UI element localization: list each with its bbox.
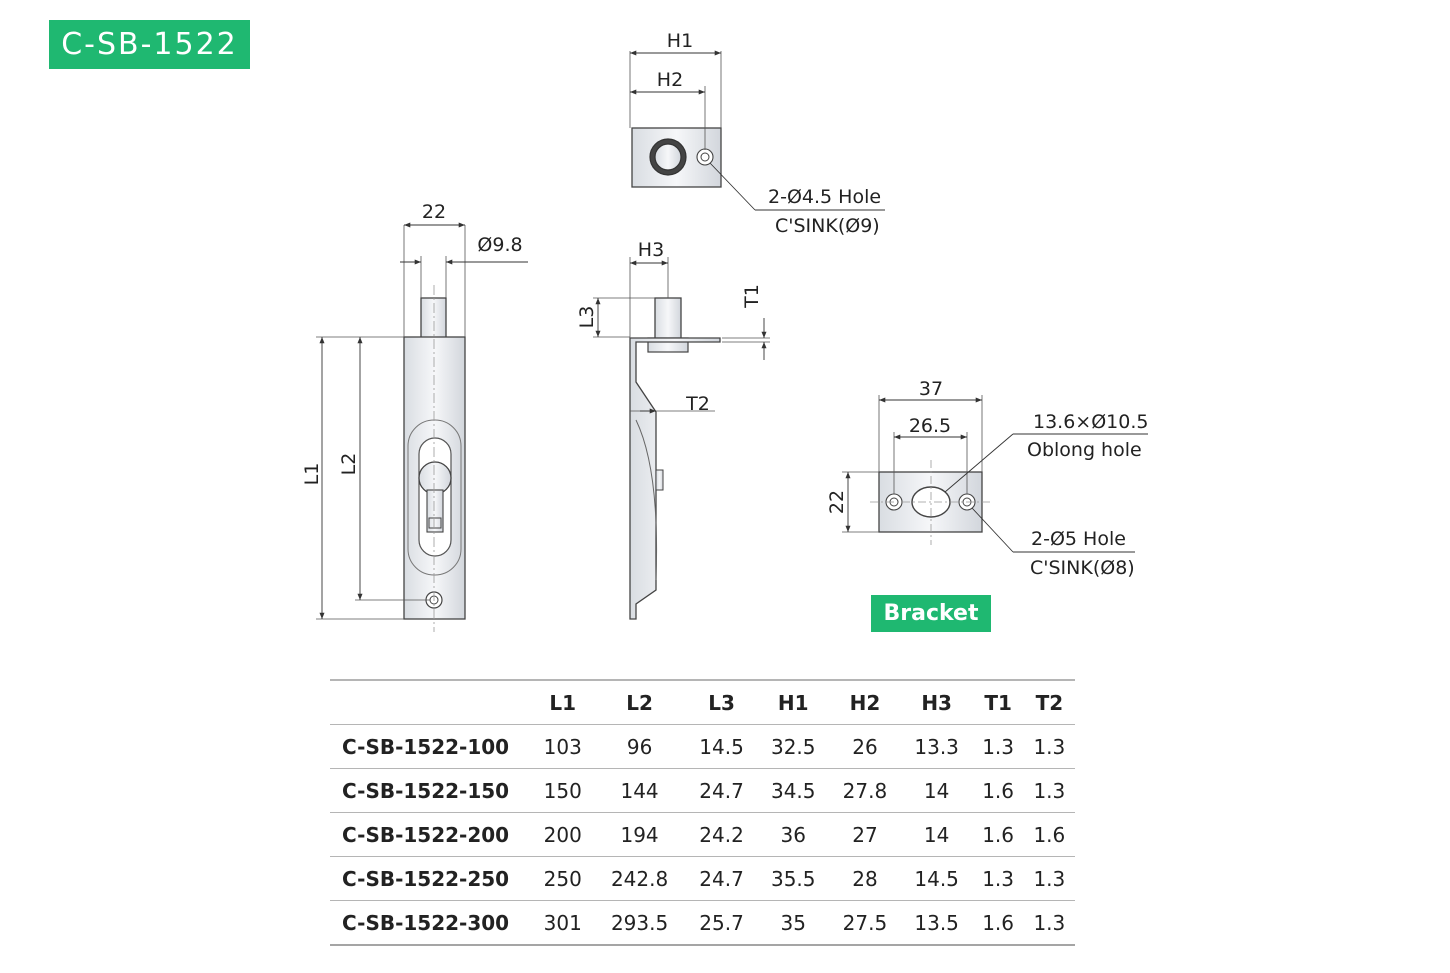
header-cell: T1 — [973, 680, 1024, 725]
product-title-badge: C-SB-1522 — [49, 20, 250, 69]
table-cell: 1.6 — [973, 813, 1024, 857]
bracket-hole-note-2: C'SINK(Ø8) — [1030, 557, 1135, 579]
dim-l1: L1 — [301, 462, 323, 486]
table-cell: 1.3 — [1024, 769, 1075, 813]
table-cell: 194 — [593, 813, 685, 857]
header-cell: H1 — [757, 680, 829, 725]
table-row — [330, 857, 1075, 901]
table-cell: 27.8 — [829, 769, 901, 813]
table-header-row — [330, 680, 1075, 725]
header-cell: H2 — [829, 680, 901, 725]
table-cell: 1.6 — [973, 769, 1024, 813]
table-cell: 1.6 — [1024, 813, 1075, 857]
bracket-label: Bracket — [871, 595, 991, 632]
table-cell: 14.5 — [901, 857, 973, 901]
bolt-knob — [419, 462, 451, 494]
spec-table — [330, 679, 1075, 946]
side-bracket — [630, 338, 720, 619]
table-row — [330, 813, 1075, 857]
header-cell: T2 — [1024, 680, 1075, 725]
table-cell: 144 — [593, 769, 685, 813]
table-cell: 14 — [901, 769, 973, 813]
table-cell: 27.5 — [829, 901, 901, 946]
table-cell: 1.3 — [973, 857, 1024, 901]
table-cell: 1.6 — [973, 901, 1024, 946]
table-row — [330, 725, 1075, 769]
table-cell: 1.3 — [1024, 725, 1075, 769]
dim-l3: L3 — [576, 305, 598, 329]
table-cell: 24.2 — [686, 813, 758, 857]
model-cell: C-SB-1522-250 — [330, 857, 532, 901]
dim-pin-diameter: Ø9.8 — [477, 234, 523, 256]
table-cell: 301 — [532, 901, 593, 946]
bracket-hole-note-1: 2-Ø5 Hole — [1031, 528, 1126, 550]
hole-note-2: C'SINK(Ø9) — [775, 215, 880, 237]
header-cell: H3 — [901, 680, 973, 725]
model-cell: C-SB-1522-100 — [330, 725, 532, 769]
table-cell: 24.7 — [686, 769, 758, 813]
table-cell: 13.3 — [901, 725, 973, 769]
table-row — [330, 769, 1075, 813]
table-cell: 32.5 — [757, 725, 829, 769]
table-cell: 36 — [757, 813, 829, 857]
table-cell: 200 — [532, 813, 593, 857]
dim-l2: L2 — [338, 452, 360, 476]
table-cell: 96 — [593, 725, 685, 769]
dim-width-22: 22 — [421, 201, 447, 223]
table-cell: 27 — [829, 813, 901, 857]
table-cell: 293.5 — [593, 901, 685, 946]
dim-h1: H1 — [666, 30, 694, 52]
table-cell: 242.8 — [593, 857, 685, 901]
table-cell: 13.5 — [901, 901, 973, 946]
table-cell: 250 — [532, 857, 593, 901]
oblong-note-2: Oblong hole — [1027, 439, 1142, 461]
table-cell: 28 — [829, 857, 901, 901]
table-cell: 14 — [901, 813, 973, 857]
dim-t2: T2 — [686, 393, 710, 415]
table-cell: 24.7 — [686, 857, 758, 901]
header-cell — [330, 680, 532, 725]
table-cell: 14.5 — [686, 725, 758, 769]
table-cell: 103 — [532, 725, 593, 769]
side-view — [593, 257, 770, 619]
model-cell: C-SB-1522-200 — [330, 813, 532, 857]
table-row — [330, 901, 1075, 946]
oblong-note-1: 13.6×Ø10.5 — [1033, 411, 1149, 433]
side-pin — [655, 298, 681, 340]
table-cell: 150 — [532, 769, 593, 813]
header-cell: L1 — [532, 680, 593, 725]
bolt-pin — [421, 298, 446, 338]
dim-bracket-37: 37 — [918, 378, 944, 400]
header-cell: L3 — [686, 680, 758, 725]
front-view — [316, 225, 528, 632]
dim-bracket-22: 22 — [826, 489, 848, 515]
table-cell: 34.5 — [757, 769, 829, 813]
dim-bracket-265: 26.5 — [908, 415, 952, 437]
model-cell: C-SB-1522-300 — [330, 901, 532, 946]
table-cell: 35 — [757, 901, 829, 946]
table-cell: 35.5 — [757, 857, 829, 901]
table-cell: 1.3 — [1024, 901, 1075, 946]
table-cell: 26 — [829, 725, 901, 769]
dim-h3: H3 — [637, 239, 665, 261]
table-cell: 25.7 — [686, 901, 758, 946]
header-cell: L2 — [593, 680, 685, 725]
dim-h2: H2 — [656, 69, 684, 91]
dim-t1: T1 — [741, 284, 763, 308]
model-cell: C-SB-1522-150 — [330, 769, 532, 813]
table-cell: 1.3 — [1024, 857, 1075, 901]
hole-note-1: 2-Ø4.5 Hole — [768, 186, 882, 208]
table-cell: 1.3 — [973, 725, 1024, 769]
